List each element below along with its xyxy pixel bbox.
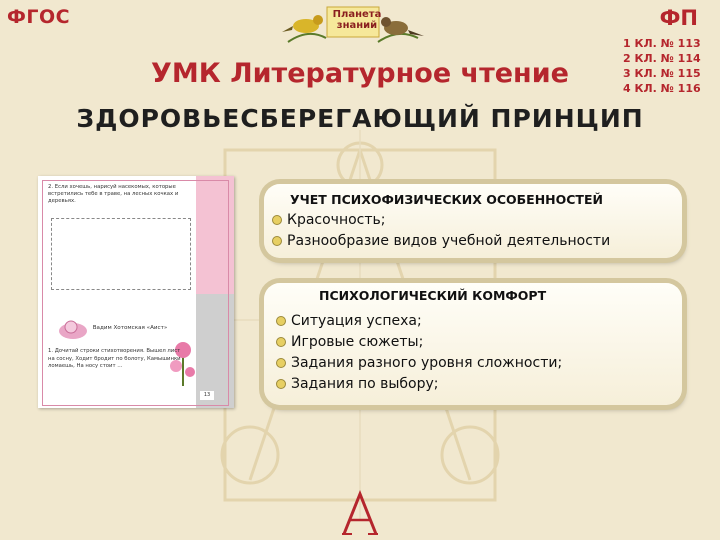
grade-item: 3 КЛ. № 115 — [623, 67, 701, 80]
bullet-icon — [276, 337, 286, 347]
list-item-label: Задания по выбору; — [291, 376, 439, 392]
list-item — [272, 212, 385, 228]
panel-title: ПСИХОЛОГИЧЕСКИЙ КОМФОРТ — [319, 288, 547, 303]
grade-item: 1 КЛ. № 113 — [623, 37, 701, 50]
fgos-label: ФГОС — [7, 6, 71, 28]
logo-text: Планета знаний — [332, 9, 382, 31]
list-item-label: Разнообразие видов учебной деятельности — [287, 233, 611, 249]
grade-item: 2 КЛ. № 114 — [623, 52, 701, 65]
list-item — [272, 233, 610, 249]
fp-label: ФП — [659, 6, 698, 30]
list-item-label: Задания разного уровня сложности; — [291, 355, 563, 371]
bullet-icon — [272, 215, 282, 225]
page-subtitle: ЗДОРОВЬЕСБЕРЕГАЮЩИЙ ПРИНЦИП — [76, 104, 644, 133]
page-title: УМК Литературное чтение — [151, 58, 569, 89]
snail-illustration — [56, 316, 90, 342]
psychological-comfort-panel — [264, 283, 682, 405]
bullet-icon — [272, 236, 282, 246]
list-item-label: Красочность; — [287, 212, 386, 228]
grade-item: 4 КЛ. № 116 — [623, 82, 701, 95]
page-border — [42, 180, 229, 406]
psychophysical-panel — [264, 184, 682, 258]
bullet-icon — [276, 316, 286, 326]
monogram-a-icon — [340, 490, 380, 536]
drawing-frame — [51, 218, 191, 290]
list-item — [276, 313, 422, 329]
page-number: 13 — [200, 391, 214, 400]
list-item — [276, 334, 423, 350]
list-item-label: Ситуация успеха; — [291, 313, 422, 329]
bullet-icon — [276, 379, 286, 389]
textbook-poem: 1. Дочитай строки стихотворения. Вышел лист на сосну, Ходит бродит по болоту, Камышинки ломаешь, На носу стоит … — [48, 348, 181, 369]
list-item — [276, 355, 562, 371]
list-item — [276, 376, 439, 392]
textbook-author: Вадим Хотомская «Аист» — [92, 325, 168, 331]
panel-title: УЧЕТ ПСИХОФИЗИЧЕСКИХ ОСОБЕННОСТЕЙ — [290, 192, 603, 207]
list-item-label: Игровые сюжеты; — [291, 334, 424, 350]
bullet-icon — [276, 358, 286, 368]
textbook-page-image — [38, 176, 234, 408]
textbook-task: 2. Если хочешь, нарисуй насекомых, которые встретились тебе в траве, на лесных кочках и деревьях. — [48, 184, 179, 204]
